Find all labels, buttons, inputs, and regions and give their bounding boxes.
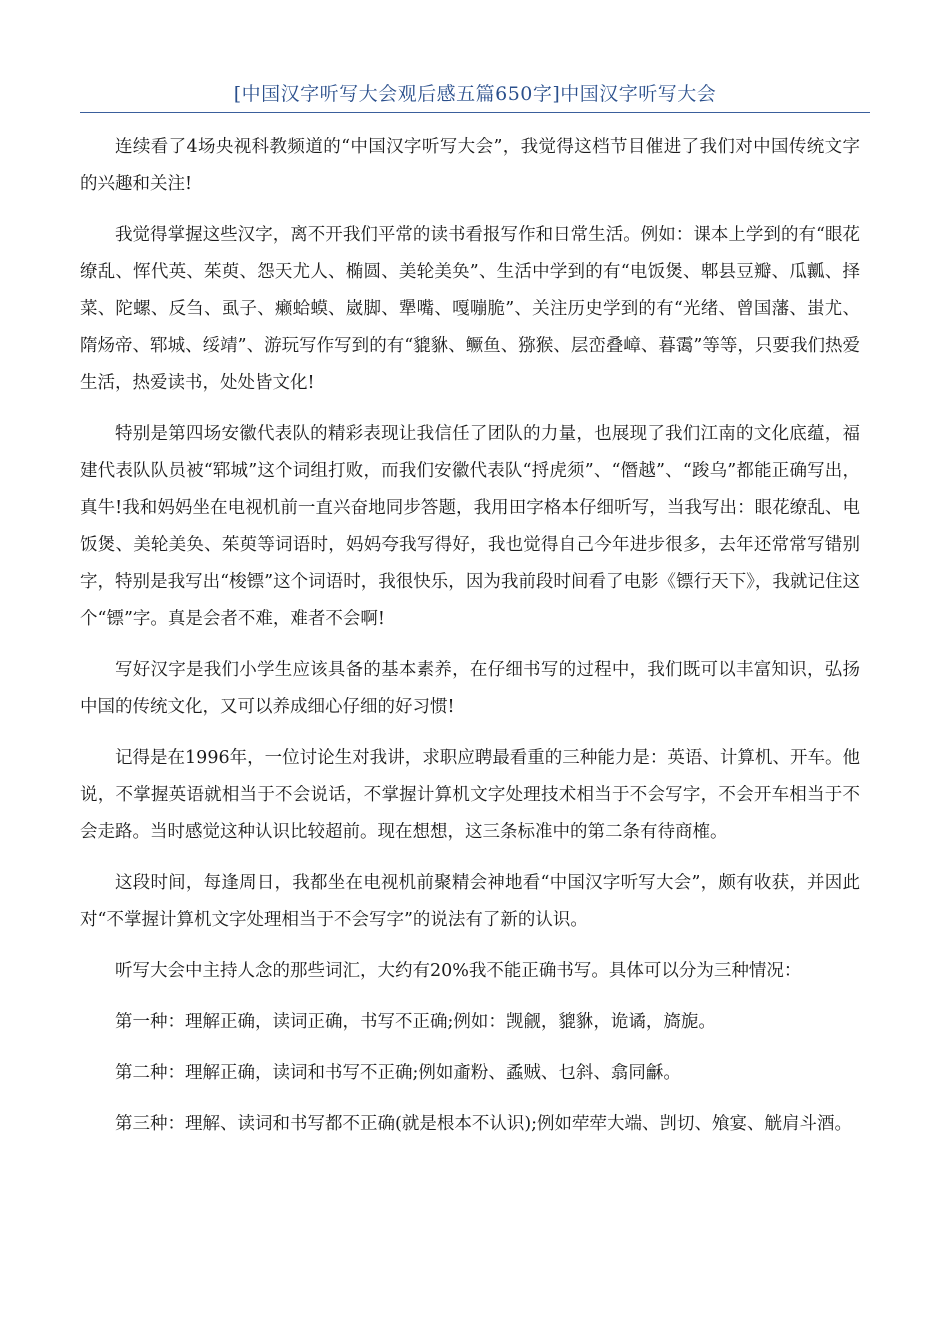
page-title: [中国汉字听写大会观后感五篇650字]中国汉字听写大会 [80,80,870,113]
paragraph-2: 我觉得掌握这些汉字，离不开我们平常的读书看报写作和日常生活。例如：课本上学到的有“眼花缭乱、恽代英、茱萸、怨天尤人、椭圆、美轮美奂”、生活中学到的有“电饭煲、郫县豆瓣、瓜瓤、择菜、陀螺、反刍、虱子、癞蛤蟆、崴脚、犟嘴、嘎嘣脆”、关注历史学到的有“光绪、曾国藩、蚩尤、隋炀帝、郓城、绥靖”、游玩写作写到的有“貔貅、鳜鱼、猕猴、层峦叠嶂、暮霭”等等，只要我们热爱生活，热爱读书，处处皆文化! [80,225,860,393]
document-page [80,0,870,1157]
paragraph-3: 特别是第四场安徽代表队的精彩表现让我信任了团队的力量，也展现了我们江南的文化底蕴，福建代表队队员被“郓城”这个词组打败，而我们安徽代表队“捋虎须”、“僭越”、“踆乌”都能正确写出，真牛!我和妈妈坐在电视机前一直兴奋地同步答题，我用田字格本仔细听写，当我写出：眼花缭乱、电饭煲、美轮美奂、茱萸等词语时，妈妈夸我写得好，我也觉得自己今年进步很多，去年还常常写错别字，特别是我写出“梭镖”这个词语时，我很快乐，因为我前段时间看了电影《镖行天下》，我就记住这个“镖”字。真是会者不难，难者不会啊! [80,424,860,629]
paragraph-6: 这段时间，每逢周日，我都坐在电视机前聚精会神地看“中国汉字听写大会”，颇有收获，并因此对“不掌握计算机文字处理相当于不会写字”的说法有了新的认识。 [80,873,860,930]
paragraph-5: 记得是在1996年，一位讨论生对我讲，求职应聘最看重的三种能力是：英语、计算机、开车。他说，不掌握英语就相当于不会说话，不掌握计算机文字处理技术相当于不会写字，不会开车相当于不会走路。当时感觉这种认识比较超前。现在想想，这三条标准中的第二条有待商榷。 [80,748,860,842]
paragraph-8: 第一种：理解正确，读词正确，书写不正确;例如：觊觎，貔貅，诡谲，旖旎。 [115,1012,716,1032]
paragraph-1: 连续看了4场央视科教频道的“中国汉字听写大会”，我觉得这档节目催进了我们对中国传统文字的兴趣和关注! [80,137,860,194]
paragraph-4: 写好汉字是我们小学生应该具备的基本素养，在仔细书写的过程中，我们既可以丰富知识，弘扬中国的传统文化，又可以养成细心仔细的好习惯! [80,660,860,717]
document-body [80,129,860,1143]
paragraph-7: 听写大会中主持人念的那些词汇，大约有20%我不能正确书写。具体可以分为三种情况： [115,961,802,981]
paragraph-9: 第二种：理解正确，读词和书写不正确;例如齑粉、蟊贼、乜斜、翕同龢。 [115,1063,681,1083]
paragraph-10: 第三种：理解、读词和书写都不正确(就是根本不认识);例如荦荦大端、剀切、飧宴、觥肩斗酒。 [115,1114,853,1134]
